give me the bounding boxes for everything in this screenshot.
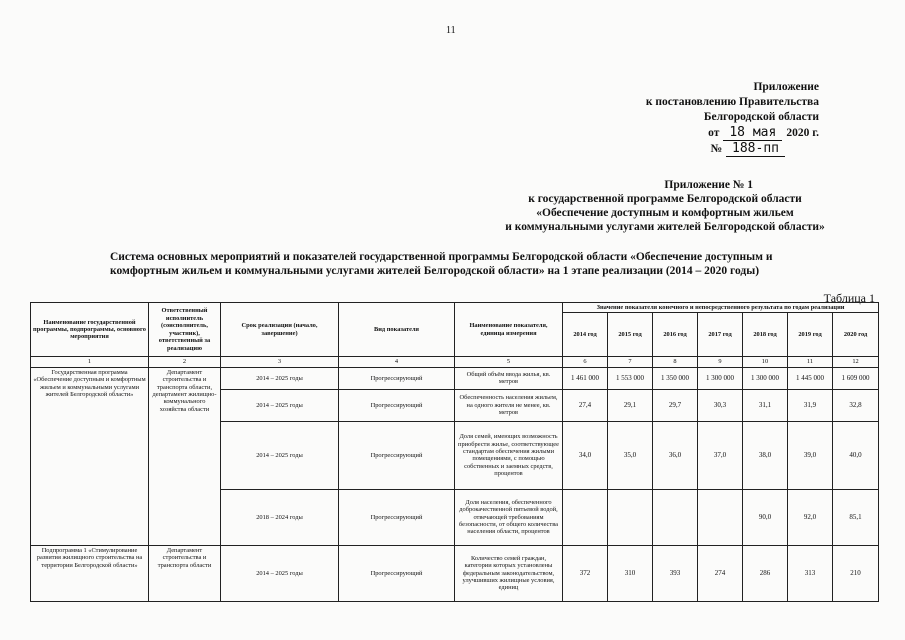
annex2-line-2: «Обеспечение доступным и комфортным жильем (536, 207, 794, 219)
col-number: 6 (563, 357, 608, 367)
col-number: 1 (31, 357, 149, 367)
row-value: 34,0 (563, 421, 608, 489)
page-number: 11 (446, 25, 456, 36)
program-name: Государственная программа «Обеспечение доступным и комфортным жильем и коммунальными услугами жителей Белгородской области» (31, 367, 149, 545)
column-number-row (31, 357, 879, 367)
header-year: 2018 год (743, 313, 788, 357)
row-value: 85,1 (833, 489, 879, 545)
header-year: 2016 год (653, 313, 698, 357)
row-value: 40,0 (833, 421, 879, 489)
header-year: 2020 год (833, 313, 879, 357)
row-value: 310 (608, 545, 653, 601)
row-value: 1 609 000 (833, 367, 879, 389)
header-indicator: Наименование показателя, единица измерения (455, 303, 563, 357)
row-value: 1 445 000 (788, 367, 833, 389)
row-value: 37,0 (698, 421, 743, 489)
row-term: 2014 – 2025 годы (221, 421, 339, 489)
col-number: 12 (833, 357, 879, 367)
annex-number: № 188-пп (589, 141, 819, 157)
row-value: 38,0 (743, 421, 788, 489)
row-value: 90,0 (743, 489, 788, 545)
row-value: 286 (743, 545, 788, 601)
row-value: 393 (653, 545, 698, 601)
document-title: Система основных мероприятий и показателей государственной программы Белгородской области «Обеспечение доступным и комфортным жильем и коммунальными услугами жителей Белгородской области» на 1 этапе реализации (2014 – 2020 годы) (110, 251, 773, 277)
row-value: 313 (788, 545, 833, 601)
row-value: 372 (563, 545, 608, 601)
row-value: 31,1 (743, 389, 788, 421)
row-value: 29,1 (608, 389, 653, 421)
row-value: 92,0 (788, 489, 833, 545)
row-term: 2014 – 2025 годы (221, 367, 339, 389)
header-term: Срок реализации (начало, завершение) (221, 303, 339, 357)
annex2-block (465, 178, 865, 234)
row-value: 30,3 (698, 389, 743, 421)
col-number: 7 (608, 357, 653, 367)
row-value: 1 300 000 (698, 367, 743, 389)
header-values-group: Значение показателя конечного и непосредственного результата по годам реализации (563, 303, 879, 313)
annex2-title: Приложение № 1 (664, 179, 753, 191)
table-row-subprogram (31, 545, 879, 601)
row-indicator: Доля семей, имеющих возможность приобрести жилье, соответствующее стандартам обеспечения жилыми помещениями, с помощью собственных и заемных средств, процентов (455, 421, 563, 489)
annex-line-3: Белгородской области (703, 111, 819, 123)
col-number: 8 (653, 357, 698, 367)
row-value: 31,9 (788, 389, 833, 421)
row-term: 2014 – 2025 годы (221, 545, 339, 601)
annex-block (589, 80, 819, 157)
row-value: 35,0 (608, 421, 653, 489)
row-kind: Прогрессирующий (339, 421, 455, 489)
row-value: 27,4 (563, 389, 608, 421)
row-term: 2014 – 2025 годы (221, 389, 339, 421)
row-value: 210 (833, 545, 879, 601)
annex2-line-3: и коммунальными услугами жителей Белгородской области» (505, 221, 825, 233)
header-year: 2014 год (563, 313, 608, 357)
header-year: 2017 год (698, 313, 743, 357)
col-number: 4 (339, 357, 455, 367)
annex-title: Приложение (753, 81, 819, 93)
col-number: 5 (455, 357, 563, 367)
row-value: 36,0 (653, 421, 698, 489)
annex2-line-1: к государственной программе Белгородской области (528, 193, 802, 205)
table-label: Таблица 1 (823, 291, 875, 305)
annex-line-2: к постановлению Правительства (645, 96, 819, 108)
row-value (608, 489, 653, 545)
col-number: 9 (698, 357, 743, 367)
header-year: 2019 год (788, 313, 833, 357)
program-executor: Департамент строительства и транспорта области, департамент жилищно-коммунального хозяйства области (149, 367, 221, 545)
row-kind: Прогрессирующий (339, 489, 455, 545)
row-indicator: Обеспеченность населения жильем, на одного жителя не менее, кв. метров (455, 389, 563, 421)
col-number: 3 (221, 357, 339, 367)
subprogram-executor: Департамент строительства и транспорта области (149, 545, 221, 601)
header-row-1 (31, 303, 879, 313)
header-kind: Вид показателя (339, 303, 455, 357)
row-value: 32,8 (833, 389, 879, 421)
col-number: 2 (149, 357, 221, 367)
row-term: 2018 – 2024 годы (221, 489, 339, 545)
row-value (653, 489, 698, 545)
row-kind: Прогрессирующий (339, 545, 455, 601)
row-kind: Прогрессирующий (339, 389, 455, 421)
annex-number-hand: 188-пп (726, 141, 785, 157)
header-year: 2015 год (608, 313, 653, 357)
row-value: 274 (698, 545, 743, 601)
header-name: Наименование государственной программы, подпрограммы, основного мероприятия (31, 303, 149, 357)
row-kind: Прогрессирующий (339, 367, 455, 389)
row-value: 29,7 (653, 389, 698, 421)
row-value: 1 461 000 (563, 367, 608, 389)
row-value: 1 300 000 (743, 367, 788, 389)
col-number: 11 (788, 357, 833, 367)
annex-date-hand: 18 мая (723, 125, 782, 141)
header-executor: Ответственный исполнитель (соисполнитель, участник), ответственный за реализацию (149, 303, 221, 357)
col-number: 10 (743, 357, 788, 367)
row-value (698, 489, 743, 545)
row-value: 1 553 000 (608, 367, 653, 389)
indicators-table (30, 302, 879, 602)
row-value (563, 489, 608, 545)
annex-date: от 18 мая 2020 г. (708, 125, 819, 140)
table-row (31, 367, 879, 389)
row-indicator: Количество семей граждан, категории которых установлены федеральным законодательством, улучшивших жилищные условия, единиц (455, 545, 563, 601)
row-indicator: Доля населения, обеспеченного доброкачественной питьевой водой, отвечающей требованиям безопасности, от общего количества населения области, процентов (455, 489, 563, 545)
row-value: 1 350 000 (653, 367, 698, 389)
row-value: 39,0 (788, 421, 833, 489)
row-indicator: Общий объём ввода жилья, кв. метров (455, 367, 563, 389)
subprogram-name: Подпрограмма 1 «Стимулирование развития жилищного строительства на территории Белгородской области» (31, 545, 149, 601)
